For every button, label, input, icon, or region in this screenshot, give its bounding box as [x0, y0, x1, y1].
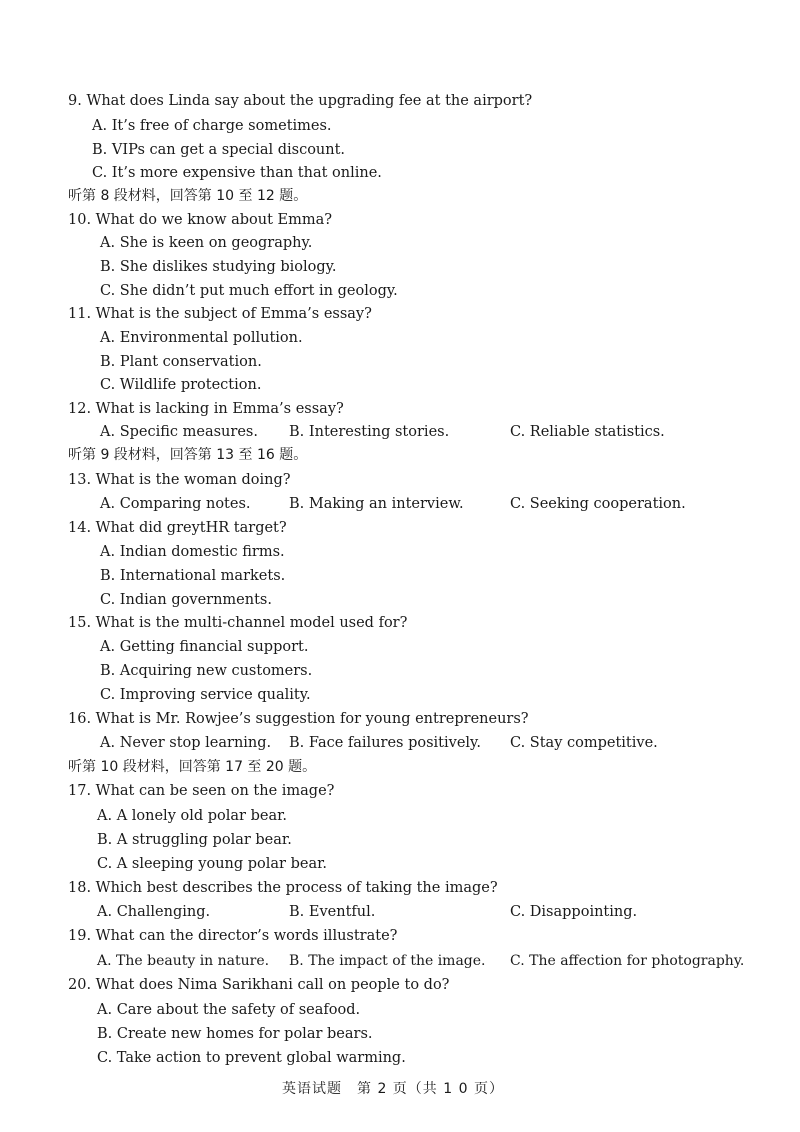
- option-a: A. Comparing notes.: [100, 496, 251, 512]
- question-stem: 18. Which best describes the process of taking the image?: [68, 880, 498, 896]
- option-a: A. Care about the safety of seafood.: [97, 1002, 361, 1018]
- option-c: C. Reliable statistics.: [510, 424, 665, 440]
- option-c: C. Wildlife protection.: [100, 377, 262, 393]
- question-stem: 16. What is Mr. Rowjee’s suggestion for young entrepreneurs?: [68, 711, 529, 727]
- question-stem: 20. What does Nima Sarikhani call on people to do?: [68, 977, 450, 993]
- option-c: C. Disappointing.: [510, 904, 638, 920]
- option-b: B. Face failures positively.: [289, 735, 481, 751]
- option-b: B. She dislikes studying biology.: [100, 259, 337, 275]
- option-b: B. International markets.: [100, 568, 286, 584]
- option-a: A. Never stop learning.: [100, 735, 272, 751]
- option-a: A. The beauty in nature.: [97, 953, 270, 969]
- page-footer: 英语试题 第 2 页（共 1 0 页）: [282, 1081, 504, 1097]
- option-c: C. Stay competitive.: [510, 735, 658, 751]
- option-b: B. VIPs can get a special discount.: [92, 142, 346, 158]
- option-a: A. Challenging.: [97, 904, 211, 920]
- option-a: A. Specific measures.: [100, 424, 258, 440]
- option-b: B. Acquiring new customers.: [100, 663, 313, 679]
- option-a: A. Indian domestic firms.: [100, 544, 285, 560]
- option-a: A. Environmental pollution.: [100, 330, 303, 346]
- section-instruction: 听第 8 段材料，回答第 10 至 12 题。: [68, 188, 308, 204]
- option-c: C. Improving service quality.: [100, 687, 311, 703]
- option-a: A. Getting financial support.: [100, 639, 309, 655]
- option-c: C. The affection for photography.: [510, 953, 745, 969]
- option-b: B. Interesting stories.: [289, 424, 450, 440]
- option-c: C. Take action to prevent global warming.: [97, 1050, 406, 1066]
- question-stem: 9. What does Linda say about the upgrading fee at the airport?: [68, 93, 533, 109]
- section-instruction: 听第 10 段材料，回答第 17 至 20 题。: [68, 759, 317, 775]
- question-stem: 17. What can be seen on the image?: [68, 783, 335, 799]
- option-a: A. She is keen on geography.: [100, 235, 313, 251]
- option-b: B. Plant conservation.: [100, 354, 262, 370]
- question-stem: 10. What do we know about Emma?: [68, 212, 333, 228]
- section-instruction: 听第 9 段材料，回答第 13 至 16 题。: [68, 447, 308, 463]
- question-stem: 12. What is lacking in Emma’s essay?: [68, 401, 344, 417]
- question-stem: 11. What is the subject of Emma’s essay?: [68, 306, 372, 322]
- option-a: A. It’s free of charge sometimes.: [92, 118, 332, 134]
- question-stem: 14. What did greytHR target?: [68, 520, 287, 536]
- question-stem: 13. What is the woman doing?: [68, 472, 291, 488]
- option-b: B. Create new homes for polar bears.: [97, 1026, 373, 1042]
- option-c: C. Indian governments.: [100, 592, 272, 608]
- option-b: B. Eventful.: [289, 904, 376, 920]
- option-b: B. Making an interview.: [289, 496, 464, 512]
- question-stem: 15. What is the multi-channel model used for?: [68, 615, 408, 631]
- question-stem: 19. What can the director’s words illustrate?: [68, 928, 398, 944]
- option-b: B. The impact of the image.: [289, 953, 486, 969]
- option-c: C. It’s more expensive than that online.: [92, 165, 382, 181]
- option-c: C. She didn’t put much effort in geology.: [100, 283, 398, 299]
- option-b: B. A struggling polar bear.: [97, 832, 292, 848]
- option-c: C. A sleeping young polar bear.: [97, 856, 328, 872]
- option-a: A. A lonely old polar bear.: [97, 808, 288, 824]
- option-c: C. Seeking cooperation.: [510, 496, 686, 512]
